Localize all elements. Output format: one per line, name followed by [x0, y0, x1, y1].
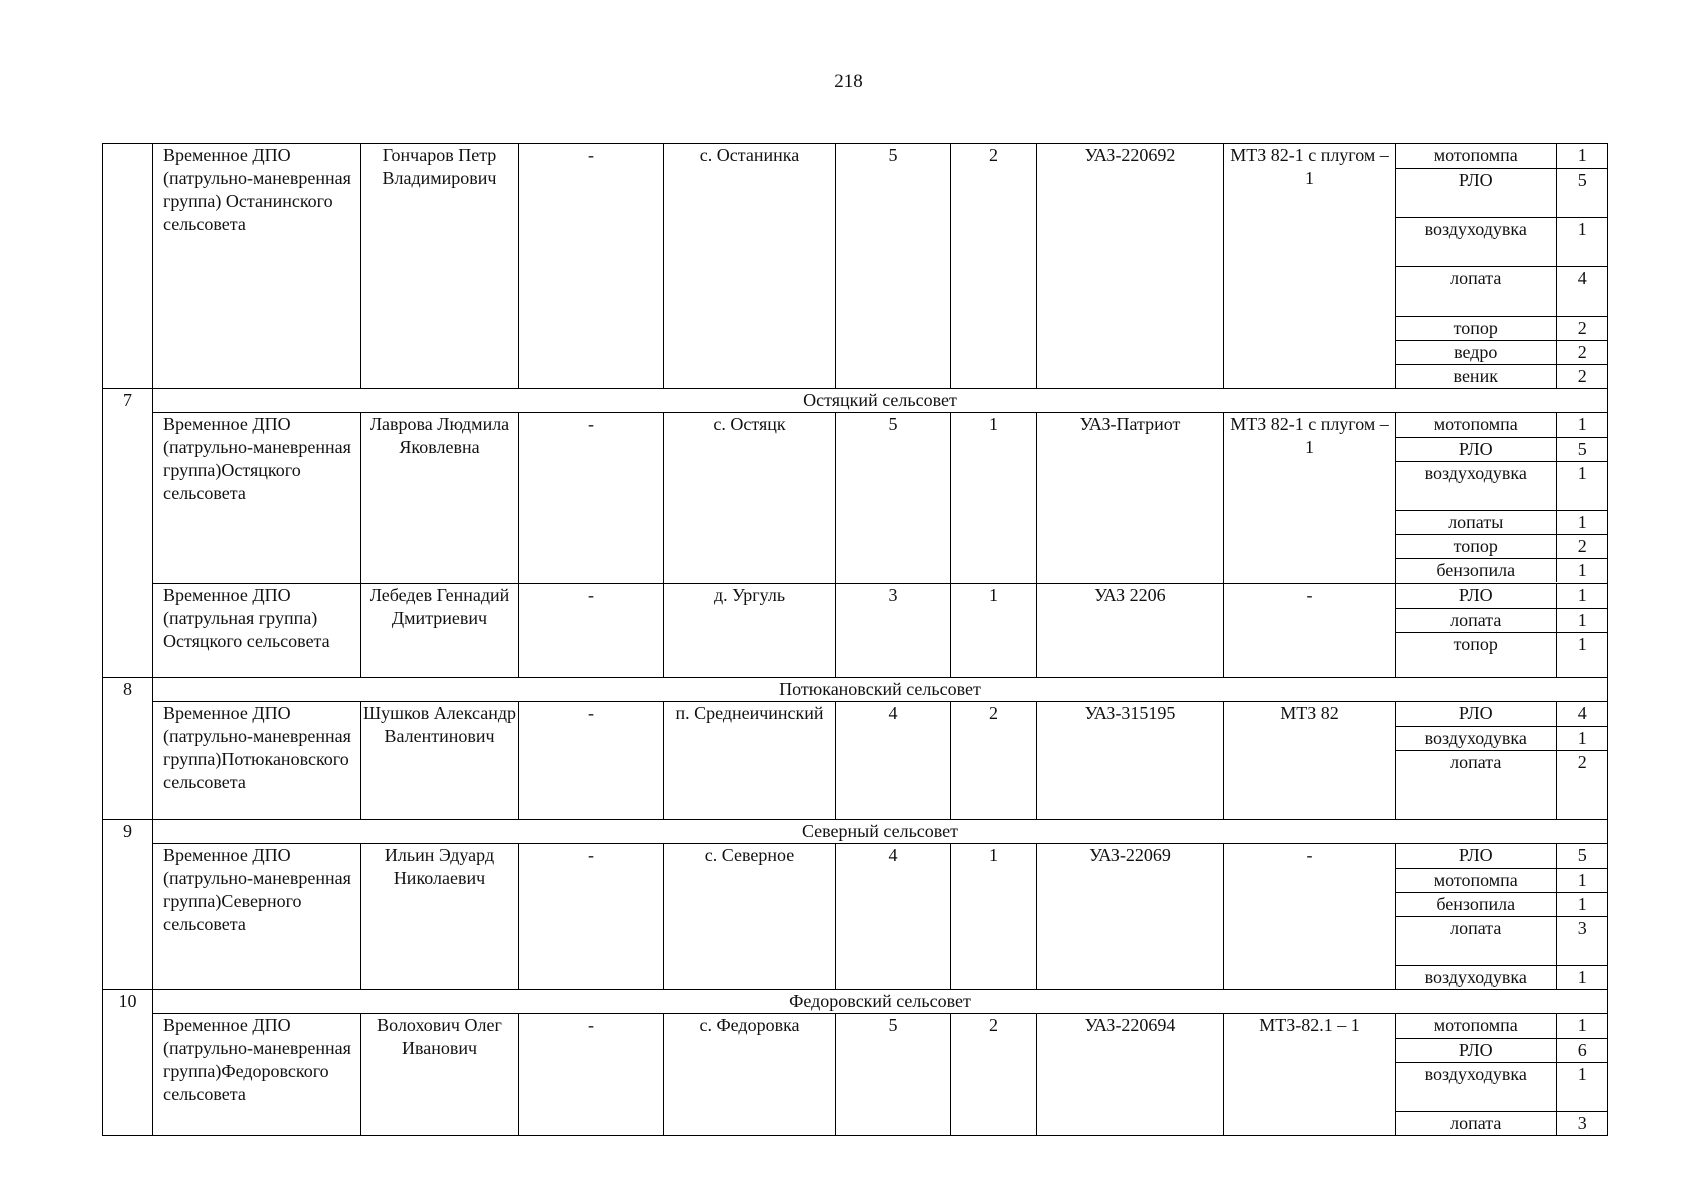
equipment-qty: 5 — [1556, 168, 1608, 217]
head-name: Лаврова Людмила Яковлевна — [361, 413, 519, 584]
equipment-item: бензопила — [1396, 558, 1556, 582]
equipment-qty: 1 — [1556, 558, 1608, 582]
tractor: МТЗ 82 — [1224, 702, 1396, 820]
equipment-qty: 4 — [1556, 702, 1608, 726]
equipment-list — [1396, 844, 1608, 989]
unit-name: Временное ДПО (патрульно-маневренная группа)Федоровского сельсовета — [153, 1014, 361, 1136]
unit-name: Временное ДПО (патрульно-маневренная группа) Останинского сельсовета — [153, 144, 361, 389]
equipment-item: воздуходувка — [1396, 217, 1556, 266]
unit-name: Временное ДПО (патрульно-маневренная группа)Северного сельсовета — [153, 844, 361, 990]
equipment-row — [1396, 965, 1608, 989]
equipment-item: воздуходувка — [1396, 1062, 1556, 1111]
unit-name: Временное ДПО (патрульная группа) Остяцкого сельсовета — [153, 584, 361, 678]
equipment-row — [1396, 702, 1608, 726]
equipment-cell — [1396, 702, 1608, 820]
tractor: МТЗ 82-1 с плугом – 1 — [1224, 144, 1396, 389]
equipment-item: мотопомпа — [1396, 868, 1556, 892]
phone: - — [519, 144, 664, 389]
equipment-item: веник — [1396, 364, 1556, 388]
equipment-row — [1396, 1062, 1608, 1111]
units-count: 1 — [951, 584, 1037, 678]
equipment-cell — [1396, 1014, 1608, 1136]
equipment-cell — [1396, 584, 1608, 678]
section-title: Потюкановский сельсовет — [153, 678, 1608, 702]
equipment-list — [1396, 413, 1608, 582]
head-name: Шушков Александр Валентинович — [361, 702, 519, 820]
equipment-row — [1396, 534, 1608, 558]
equipment-item: воздуходувка — [1396, 965, 1556, 989]
section-number: 10 — [103, 990, 153, 1136]
section-number: 7 — [103, 389, 153, 678]
units-count: 2 — [951, 1014, 1037, 1136]
equipment-qty: 2 — [1556, 534, 1608, 558]
equipment-item: топор — [1396, 534, 1556, 558]
equipment-qty: 1 — [1556, 584, 1608, 608]
equipment-row — [1396, 461, 1608, 510]
unit-name: Временное ДПО (патрульно-маневренная группа)Потюкановского сельсовета — [153, 702, 361, 820]
units-table — [102, 143, 1608, 1136]
location: с. Остяцк — [664, 413, 836, 584]
location: д. Ургуль — [664, 584, 836, 678]
equipment-item: топор — [1396, 316, 1556, 340]
page-number: 218 — [834, 71, 863, 92]
section-header-row — [103, 990, 1608, 1014]
vehicle: УАЗ-220692 — [1037, 144, 1224, 389]
phone: - — [519, 702, 664, 820]
head-name: Ильин Эдуард Николаевич — [361, 844, 519, 990]
table-row — [103, 144, 1608, 389]
location: п. Среднеичинский — [664, 702, 836, 820]
location: с. Федоровка — [664, 1014, 836, 1136]
equipment-qty: 1 — [1556, 217, 1608, 266]
table-row — [103, 844, 1608, 990]
equipment-qty: 1 — [1556, 413, 1608, 437]
equipment-row — [1396, 868, 1608, 892]
equipment-item: лопата — [1396, 266, 1556, 316]
equipment-item: бензопила — [1396, 892, 1556, 916]
equipment-row — [1396, 364, 1608, 388]
equipment-qty: 1 — [1556, 965, 1608, 989]
phone: - — [519, 1014, 664, 1136]
phone: - — [519, 584, 664, 678]
equipment-qty: 1 — [1556, 608, 1608, 632]
equipment-item: лопата — [1396, 750, 1556, 819]
section-number: 8 — [103, 678, 153, 820]
people-count: 5 — [836, 413, 951, 584]
equipment-row — [1396, 144, 1608, 168]
equipment-row — [1396, 608, 1608, 632]
equipment-row — [1396, 437, 1608, 461]
tractor: - — [1224, 584, 1396, 678]
equipment-row — [1396, 217, 1608, 266]
section-title: Северный сельсовет — [153, 820, 1608, 844]
vehicle: УАЗ-22069 — [1037, 844, 1224, 990]
equipment-row — [1396, 1014, 1608, 1038]
equipment-qty: 1 — [1556, 632, 1608, 677]
equipment-cell — [1396, 144, 1608, 389]
equipment-item: РЛО — [1396, 844, 1556, 868]
equipment-row — [1396, 558, 1608, 582]
equipment-qty: 1 — [1556, 1014, 1608, 1038]
section-header-row — [103, 820, 1608, 844]
equipment-item: лопата — [1396, 916, 1556, 965]
people-count: 5 — [836, 144, 951, 389]
phone: - — [519, 844, 664, 990]
unit-name: Временное ДПО (патрульно-маневренная группа)Остяцкого сельсовета — [153, 413, 361, 584]
units-count: 2 — [951, 702, 1037, 820]
equipment-qty: 1 — [1556, 726, 1608, 750]
table-row — [103, 1014, 1608, 1136]
location: с. Останинка — [664, 144, 836, 389]
equipment-item: топор — [1396, 632, 1556, 677]
vehicle: УАЗ-220694 — [1037, 1014, 1224, 1136]
equipment-cell — [1396, 413, 1608, 584]
units-count: 1 — [951, 844, 1037, 990]
vehicle: УАЗ-Патриот — [1037, 413, 1224, 584]
tractor: МТЗ 82-1 с плугом – 1 — [1224, 413, 1396, 584]
equipment-row — [1396, 266, 1608, 316]
people-count: 4 — [836, 844, 951, 990]
phone: - — [519, 413, 664, 584]
people-count: 4 — [836, 702, 951, 820]
head-name: Гончаров Петр Владимирович — [361, 144, 519, 389]
vehicle: УАЗ 2206 — [1037, 584, 1224, 678]
equipment-qty: 1 — [1556, 510, 1608, 534]
equipment-cell — [1396, 844, 1608, 990]
equipment-qty: 5 — [1556, 844, 1608, 868]
equipment-qty: 1 — [1556, 892, 1608, 916]
equipment-row — [1396, 750, 1608, 819]
equipment-item: лопата — [1396, 1111, 1556, 1135]
equipment-row — [1396, 340, 1608, 364]
equipment-item: воздуходувка — [1396, 461, 1556, 510]
equipment-row — [1396, 510, 1608, 534]
equipment-row — [1396, 726, 1608, 750]
table-row — [103, 584, 1608, 678]
equipment-row — [1396, 632, 1608, 677]
equipment-qty: 6 — [1556, 1038, 1608, 1062]
equipment-row — [1396, 892, 1608, 916]
equipment-row — [1396, 413, 1608, 437]
equipment-item: мотопомпа — [1396, 413, 1556, 437]
equipment-row — [1396, 916, 1608, 965]
people-count: 3 — [836, 584, 951, 678]
equipment-item: РЛО — [1396, 1038, 1556, 1062]
equipment-row — [1396, 316, 1608, 340]
equipment-qty: 1 — [1556, 1062, 1608, 1111]
equipment-row — [1396, 584, 1608, 608]
equipment-item: лопаты — [1396, 510, 1556, 534]
equipment-qty: 2 — [1556, 316, 1608, 340]
equipment-qty: 4 — [1556, 266, 1608, 316]
units-count: 1 — [951, 413, 1037, 584]
equipment-qty: 3 — [1556, 916, 1608, 965]
row-number-cell — [103, 144, 153, 389]
section-title: Федоровский сельсовет — [153, 990, 1608, 1014]
equipment-list — [1396, 584, 1608, 677]
section-title: Остяцкий сельсовет — [153, 389, 1608, 413]
equipment-qty: 2 — [1556, 340, 1608, 364]
head-name: Волохович Олег Иванович — [361, 1014, 519, 1136]
equipment-row — [1396, 1038, 1608, 1062]
equipment-list — [1396, 1014, 1608, 1135]
location: с. Северное — [664, 844, 836, 990]
equipment-item: РЛО — [1396, 584, 1556, 608]
section-header-row — [103, 389, 1608, 413]
tractor: МТЗ-82.1 – 1 — [1224, 1014, 1396, 1136]
equipment-item: воздуходувка — [1396, 726, 1556, 750]
equipment-item: РЛО — [1396, 168, 1556, 217]
equipment-qty: 1 — [1556, 868, 1608, 892]
equipment-list — [1396, 702, 1608, 819]
tractor: - — [1224, 844, 1396, 990]
vehicle: УАЗ-315195 — [1037, 702, 1224, 820]
equipment-list — [1396, 144, 1608, 388]
people-count: 5 — [836, 1014, 951, 1136]
equipment-item: лопата — [1396, 608, 1556, 632]
equipment-row — [1396, 1111, 1608, 1135]
table-row — [103, 702, 1608, 820]
equipment-qty: 1 — [1556, 144, 1608, 168]
units-count: 2 — [951, 144, 1037, 389]
equipment-item: ведро — [1396, 340, 1556, 364]
equipment-qty: 2 — [1556, 750, 1608, 819]
section-number: 9 — [103, 820, 153, 990]
equipment-qty: 3 — [1556, 1111, 1608, 1135]
equipment-item: мотопомпа — [1396, 1014, 1556, 1038]
equipment-qty: 5 — [1556, 437, 1608, 461]
equipment-qty: 2 — [1556, 364, 1608, 388]
equipment-item: РЛО — [1396, 437, 1556, 461]
equipment-row — [1396, 168, 1608, 217]
head-name: Лебедев Геннадий Дмитриевич — [361, 584, 519, 678]
equipment-item: РЛО — [1396, 702, 1556, 726]
equipment-row — [1396, 844, 1608, 868]
section-header-row — [103, 678, 1608, 702]
equipment-item: мотопомпа — [1396, 144, 1556, 168]
equipment-qty: 1 — [1556, 461, 1608, 510]
table-row — [103, 413, 1608, 584]
